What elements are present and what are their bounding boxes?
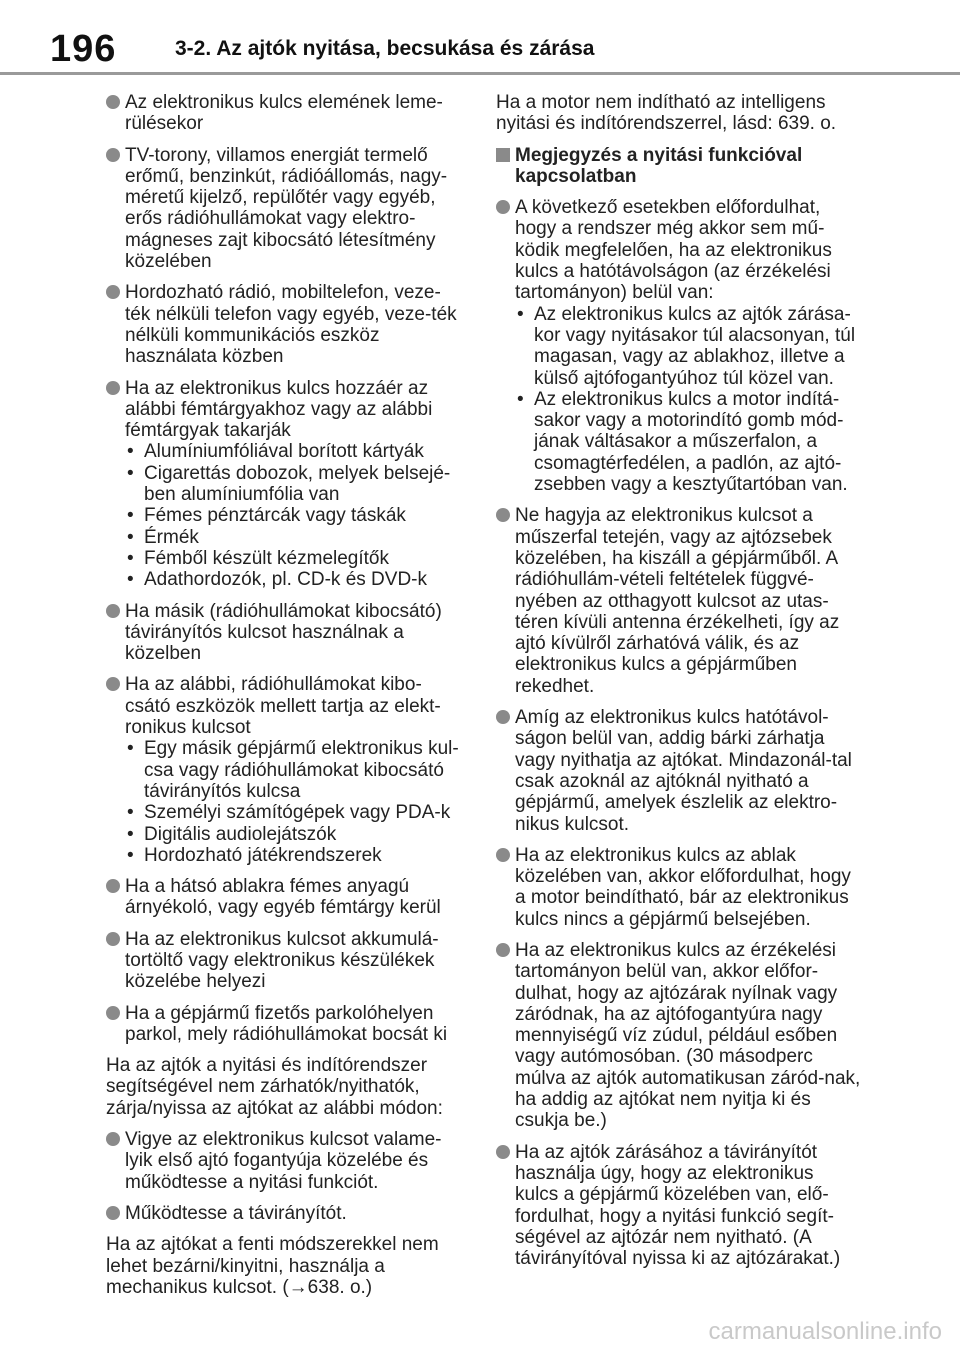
sub-bullet-icon: •: [127, 526, 134, 548]
bullet-item: [106, 1129, 466, 1193]
sub-item-text: Hordozható játékrendszerek: [144, 844, 382, 866]
bullet-text: Az elektronikus kulcs elemének leme-rülésekor: [125, 92, 443, 135]
sub-item-text: Cigarettás dobozok, melyek belsejé-ben alumíniumfólia van: [144, 462, 451, 506]
bullet-text: Működtesse a távirányítót.: [125, 1202, 347, 1224]
bullet-text: Ha az ajtók zárásához a távirányítót használja úgy, hogy az elektronikus kulcs a gépjármű közelében van, elő-fordulhat, hogy a nyitási funkció segít-ségével az ajtózár nem nyitható. (A távirányítóval nyissa ki az ajtózárakat.): [515, 1141, 841, 1270]
bullet-dot-icon: [106, 95, 120, 109]
bullet-item: [496, 707, 861, 835]
sub-bullet-icon: •: [127, 462, 134, 484]
sub-list: [125, 738, 466, 866]
bullet-dot-icon: [496, 508, 510, 522]
bullet-dot-icon: [106, 677, 120, 691]
sub-bullet-icon: •: [127, 547, 134, 569]
sub-item-text: Alumíniumfóliával borított kártyák: [144, 441, 424, 463]
bullet-dot-icon: [106, 1006, 120, 1020]
sub-item-text: Adathordozók, pl. CD-k és DVD-k: [144, 569, 427, 591]
bullet-item: [106, 145, 466, 273]
bullet-dot-icon: [496, 848, 510, 862]
bullet-text: Ha az elektronikus kulcsot akkumulá-tortöltő vagy elektronikus készülékek közelébe helyezi: [125, 928, 439, 993]
sub-item-text: Személyi számítógépek vagy PDA-k: [144, 802, 451, 824]
paragraph: Ha a motor nem indítható az intelligens nyitási és indítórendszerrel, lásd: 639. o.: [496, 92, 837, 135]
bullet-text: Amíg az elektronikus kulcs hatótávol-ságon belül van, addig bárki zárhatja vagy nyithatja az ajtókat. Mindazonál-tal csak azoknál az ajtóknál nyitható a gépjármű, amelyek észlelik az elektro-nikus kulcsot.: [515, 707, 852, 835]
sub-bullet-icon: •: [127, 844, 134, 866]
bullet-item: [106, 282, 466, 367]
sub-bullet-icon: •: [127, 823, 134, 845]
bullet-dot-icon: [106, 1132, 120, 1146]
sub-list-item: [125, 548, 466, 569]
right-column: [496, 92, 861, 1279]
sub-list-item: [125, 505, 466, 526]
sub-item-text: Az elektronikus kulcs a motor indítá-sakor vagy a motorindító gomb mód-jának váltásakor a műszerfalon, a csomagtérfedélen, a padlón, az ajtó-zsebben vagy a kesztyűtartóban van.: [534, 388, 848, 496]
bullet-item: [106, 378, 466, 591]
bullet-dot-icon: [496, 943, 510, 957]
bullet-item: [496, 197, 861, 495]
bullet-text: Ne hagyja az elektronikus kulcsot a műszerfal tetején, vagy az ajtózsebek közelében, ha kiszáll a gépjárműből. A rádióhullám-vételi feltételek függvé-nyében az otthagyott kulcsot az utas-téren kívüli antenna érzékelheti, így az ajtó kívülről zárhatóvá válik, és az elektronikus kulcs a gépjárműben rekedhet.: [515, 505, 840, 697]
bullet-text: Ha az elektronikus kulcs az ablak közelében van, akkor előfordulhat, hogy a motor beindítható, bár az elektronikus kulcs nincs a gépjármű belsejében.: [515, 844, 851, 930]
bullet-dot-icon: [106, 148, 120, 162]
sub-list-item: [125, 802, 466, 823]
sub-bullet-icon: •: [517, 303, 524, 325]
sub-list-item: [125, 441, 466, 462]
sub-bullet-icon: •: [127, 505, 134, 527]
bullet-dot-icon: [106, 879, 120, 893]
sub-item-text: Fémből készült kézmelegítők: [144, 547, 389, 569]
bullet-dot-icon: [496, 200, 510, 214]
sub-list-item: [125, 527, 466, 548]
sub-item-text: Egy másik gépjármű elektronikus kul-csa vagy rádióhullámokat kibocsátó távirányítós kulcsa: [144, 738, 459, 802]
section-heading: [496, 145, 861, 188]
sub-item-text: Fémes pénztárcák vagy táskák: [144, 505, 406, 527]
bullet-text: Ha a gépjármű fizetős parkolóhelyen parkol, mely rádióhullámokat bocsát ki: [125, 1002, 448, 1045]
sub-list-item: [125, 824, 466, 845]
section-heading-text: Megjegyzés a nyitási funkcióval kapcsolatban: [515, 144, 803, 187]
bullet-text: Vigye az elektronikus kulcsot valame-lyik első ajtó fogantyúja közelébe és működtesse a nyitási funkciót.: [125, 1129, 442, 1193]
bullet-item: [106, 1203, 466, 1224]
bullet-dot-icon: [106, 381, 120, 395]
sub-item-text: Digitális audiolejátszók: [144, 823, 337, 845]
paragraph: Ha az ajtók a nyitási és indítórendszer segítségével nem zárhatók/nyithatók, zárja/nyissa az ajtókat az alábbi módon:: [106, 1055, 443, 1119]
bullet-dot-icon: [496, 710, 510, 724]
sub-item-text: Az elektronikus kulcs az ajtók zárása-kor vagy nyitásakor túl alacsonyan, túl magasan, vagy az ablakhoz, illetve a külső ajtófogantyúhoz túl közel van.: [534, 303, 856, 389]
bullet-item: [496, 845, 861, 930]
bullet-text: Ha másik (rádióhullámokat kibocsátó) távirányítós kulcsot használnak a közelben: [125, 600, 442, 665]
bullet-text: TV-torony, villamos energiát termelő erőmű, benzinkút, rádióállomás, nagy-méretű kijelző, repülőtér vagy egyéb, erős rádióhullámokat vagy elektro-mágneses zajt kibocsátó létesítmény közelében: [125, 144, 448, 273]
watermark: carmanualsonline.info: [708, 1318, 942, 1345]
sub-bullet-icon: •: [517, 388, 524, 410]
header-rule: [0, 72, 960, 75]
sub-item-text: Érmék: [144, 526, 199, 548]
bullet-text: Ha az alábbi, rádióhullámokat kibo-csátó eszközök mellett tartja az elekt-ronikus kulcsot: [125, 674, 441, 739]
bullet-dot-icon: [496, 1145, 510, 1159]
bullet-item: [106, 876, 466, 919]
sub-list: [125, 441, 466, 590]
sub-list-item: [515, 389, 861, 495]
bullet-text: Hordozható rádió, mobiltelefon, veze-ték nélküli telefon vagy egyéb, veze-ték nélküli kommunikációs eszköz használata közben: [125, 282, 457, 368]
paragraph: Ha az ajtókat a fenti módszerekkel nem lehet bezárni/kinyitni, használja a mechanikus kulcsot. (→638. o.): [106, 1234, 439, 1298]
square-bullet-icon: [496, 148, 510, 162]
bullet-dot-icon: [106, 604, 120, 618]
bullet-text: Ha az elektronikus kulcs az érzékelési tartományon belül van, akkor előfor-dulhat, hogy az ajtózárak nyílnak vagy záródnak, ha az ajtófogantyúra nagy mennyiségű víz zúdul, például esőben vagy autómosóban. (30 másodperc múlva az ajtók automatikusan záród-nak, ha addig az ajtókat nem nyitja ki és csukja be.): [515, 939, 861, 1132]
sub-list-item: [125, 463, 466, 506]
bullet-item: [496, 940, 861, 1132]
sub-bullet-icon: •: [127, 802, 134, 824]
bullet-item: [106, 674, 466, 866]
sub-list-item: [125, 845, 466, 866]
sub-list-item: [515, 304, 861, 389]
bullet-dot-icon: [106, 932, 120, 946]
bullet-dot-icon: [106, 1206, 120, 1220]
bullet-item: [106, 601, 466, 665]
sub-list: [515, 304, 861, 496]
bullet-text: A következő esetekben előfordulhat, hogy a rendszer még akkor sem mű-ködik megfelelően, ha az elektronikus kulcs a hatótávolságon (az érzékelési tartományon) belül van:: [515, 197, 832, 304]
bullet-item: [496, 505, 861, 697]
bullet-item: [106, 929, 466, 993]
sub-bullet-icon: •: [127, 441, 134, 463]
bullet-item: [106, 92, 466, 135]
left-column: [106, 92, 466, 1308]
sub-list-item: [125, 738, 466, 802]
page-number: 196: [50, 28, 117, 70]
bullet-dot-icon: [106, 285, 120, 299]
sub-list-item: [125, 569, 466, 590]
bullet-text: Ha az elektronikus kulcs hozzáér az alábbi fémtárgyakhoz vagy az alábbi fémtárgyak takarják: [125, 377, 433, 442]
page-header: [0, 0, 960, 72]
sub-bullet-icon: •: [127, 738, 134, 760]
bullet-item: [496, 1142, 861, 1270]
sub-bullet-icon: •: [127, 569, 134, 591]
bullet-item: [106, 1003, 466, 1046]
chapter-title: 3-2. Az ajtók nyitása, becsukása és zárása: [175, 37, 595, 60]
bullet-text: Ha a hátsó ablakra fémes anyagú árnyékoló, vagy egyéb fémtárgy kerül: [125, 876, 441, 919]
